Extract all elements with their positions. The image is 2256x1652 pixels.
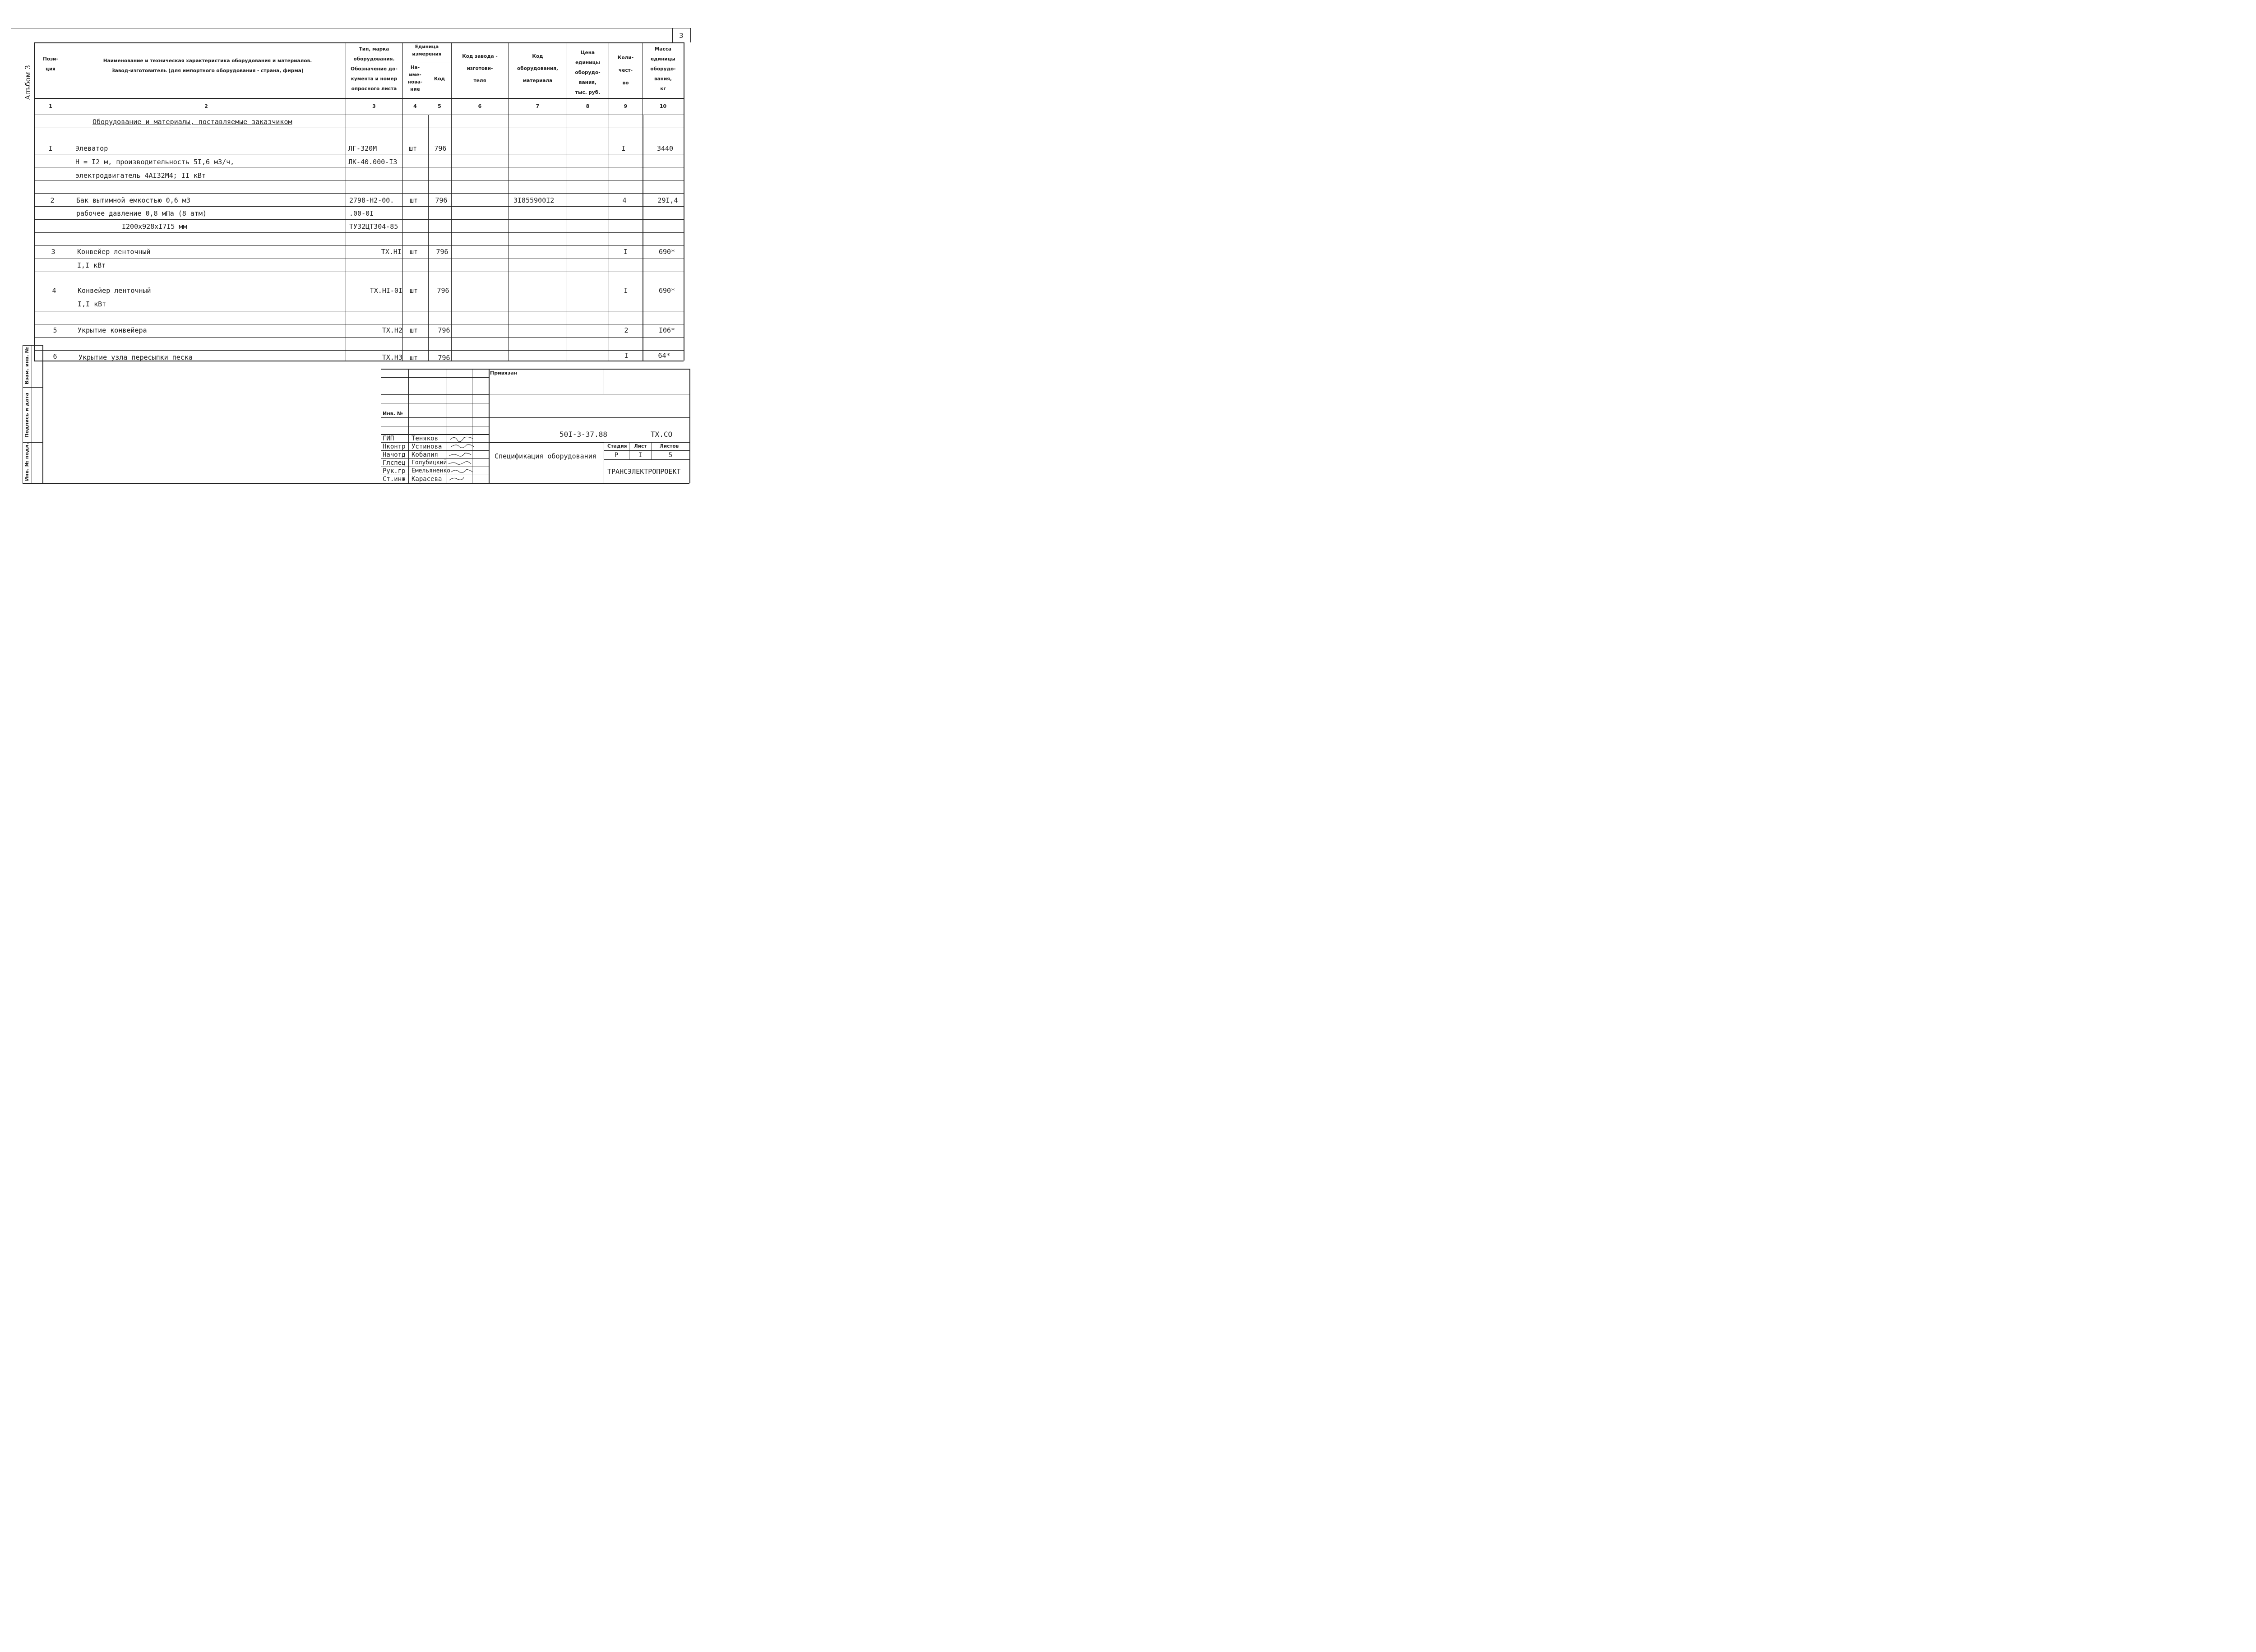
side-stamp-inventory: Инв. № подл. bbox=[24, 442, 30, 481]
col-number: 9 bbox=[624, 103, 628, 109]
row-mass: 690* bbox=[658, 287, 675, 295]
row-unit: шт bbox=[410, 287, 418, 295]
sheet-value: I bbox=[638, 452, 643, 459]
staff-role: Ст.инж bbox=[383, 476, 406, 483]
row-name: электродвигатель 4АI32М4; II кВт bbox=[75, 171, 206, 180]
row-type: ТХ.НI-0I bbox=[370, 287, 402, 295]
row-type: ТХ.НI bbox=[381, 248, 402, 256]
row-pos: 4 bbox=[52, 287, 56, 295]
staff-name: Емельяненко bbox=[411, 467, 451, 474]
row-type: ЛК-40.000-I3 bbox=[348, 158, 398, 166]
row-qty: I bbox=[623, 248, 628, 256]
row-type: ТХ.Н2 bbox=[382, 326, 402, 334]
col-number: 6 bbox=[478, 103, 482, 109]
staff-role: Рук.гр bbox=[383, 467, 406, 475]
stage-value: Р bbox=[614, 452, 619, 459]
row-code: 796 bbox=[434, 144, 447, 153]
staff-name: Карасева bbox=[411, 476, 442, 483]
row-unit: шт bbox=[410, 326, 418, 334]
row-type: ТХ.Н3 bbox=[382, 353, 402, 361]
row-mass: I06* bbox=[658, 326, 675, 334]
row-name: Н = I2 м, производительность 5I,6 м3/ч, bbox=[75, 158, 235, 166]
sheets-value: 5 bbox=[668, 452, 673, 459]
staff-role: Глспец bbox=[383, 459, 406, 467]
header-price: Цена единицы оборудо- вания, тыс. руб. bbox=[575, 50, 601, 95]
row-unit: шт bbox=[410, 248, 418, 256]
document-title: Спецификация оборудования bbox=[495, 452, 596, 460]
section-title: Оборудование и материалы, поставляемые заказчиком bbox=[92, 118, 292, 126]
row-mass: 690* bbox=[658, 248, 675, 256]
staff-name: Голубицкий bbox=[411, 459, 447, 466]
inventory-label: Инв. № bbox=[383, 411, 403, 416]
sheet-number: 3 bbox=[679, 32, 684, 40]
row-qty: 4 bbox=[622, 196, 627, 204]
side-stamp-signature: Подпись и дата bbox=[24, 393, 30, 438]
row-type: 2798-Н2-00. bbox=[349, 196, 394, 204]
row-name: Укрытие узла пересыпки песка bbox=[79, 353, 193, 361]
staff-name: Устинова bbox=[411, 443, 442, 450]
row-pos: 6 bbox=[53, 352, 57, 361]
row-name: Конвейер ленточный bbox=[77, 248, 151, 256]
header-equipment-code: Код оборудования, материала bbox=[517, 54, 558, 83]
stage-label: Стадия bbox=[607, 444, 627, 449]
row-equipment-code: 3I855900I2 bbox=[513, 196, 555, 204]
header-pos: Пози- ция bbox=[43, 56, 58, 72]
col-number: 5 bbox=[438, 103, 441, 109]
row-pos: 5 bbox=[53, 326, 57, 334]
header-mass: Масса единицы оборудо- вания, кг bbox=[650, 46, 676, 92]
row-mass: 29I,4 bbox=[657, 196, 678, 204]
row-name: Укрытие конвейера bbox=[78, 326, 147, 334]
staff-role: Нконтр bbox=[383, 443, 406, 450]
col-number: 8 bbox=[586, 103, 590, 109]
row-pos: I bbox=[48, 144, 53, 153]
staff-name: Теняков bbox=[411, 435, 439, 442]
row-qty: I bbox=[624, 287, 628, 295]
header-unit-group: Единица измерения bbox=[412, 44, 442, 57]
staff-role: ГИП bbox=[383, 435, 394, 442]
row-unit: шт bbox=[410, 354, 418, 362]
header-qty: Коли- чест- во bbox=[617, 55, 634, 86]
row-qty: I bbox=[624, 352, 629, 360]
document-code: 50I-3-37.88 bbox=[559, 430, 607, 439]
row-name: рабочее давление 0,8 мПа (8 атм) bbox=[76, 209, 207, 217]
organization-name: ТРАНСЭЛЕКТРОПРОЕКТ bbox=[607, 467, 681, 476]
privyazan-label: Привязан bbox=[490, 370, 518, 376]
row-unit: шт bbox=[410, 196, 418, 204]
row-code: 796 bbox=[438, 326, 450, 334]
row-type: ЛГ-320М bbox=[348, 144, 377, 153]
header-name: Наименование и техническая характеристика оборудования и материалов. Завод-изготовитель (для импортного оборудования - страна, фирма) bbox=[103, 58, 312, 74]
col-number: 7 bbox=[536, 103, 540, 109]
row-code: 796 bbox=[438, 354, 450, 362]
row-mass: 3440 bbox=[656, 144, 674, 153]
header-type: Тип, марка оборудования. Обозначение до- кумента и номер опросного листа bbox=[351, 46, 398, 92]
row-name: Элеватор bbox=[75, 144, 108, 153]
sheet-label: Лист bbox=[634, 444, 647, 449]
row-pos: 2 bbox=[50, 196, 55, 204]
row-name: I,I кВт bbox=[77, 261, 106, 269]
row-code: 796 bbox=[436, 248, 448, 256]
row-name: Бак вытимной емкостью 0,6 м3 bbox=[76, 196, 190, 204]
album-label: Альбом 3 bbox=[23, 65, 32, 100]
col-number: 1 bbox=[49, 103, 52, 109]
row-qty: I bbox=[621, 144, 626, 153]
col-number: 4 bbox=[413, 103, 417, 109]
row-type: ТУ32ЦТ304-85 bbox=[349, 222, 398, 231]
header-factory-code: Код завода - изготови- теля bbox=[462, 54, 498, 83]
row-name: Конвейер ленточный bbox=[78, 287, 151, 295]
row-code: 796 bbox=[435, 196, 448, 204]
row-code: 796 bbox=[437, 287, 449, 295]
row-unit: шт bbox=[409, 144, 417, 153]
row-name: I200х928хI7I5 мм bbox=[122, 222, 187, 231]
col-number: 3 bbox=[372, 103, 376, 109]
row-mass: 64* bbox=[658, 352, 670, 360]
col-number: 2 bbox=[204, 103, 208, 109]
staff-name: Кобалия bbox=[411, 451, 439, 458]
staff-role: Начотд bbox=[383, 451, 406, 458]
row-qty: 2 bbox=[624, 326, 629, 334]
row-pos: 3 bbox=[51, 248, 55, 256]
row-name: I,I кВт bbox=[78, 300, 106, 308]
signatures bbox=[447, 433, 490, 484]
row-type: .00-0I bbox=[349, 209, 374, 217]
header-unit-name: На- име- нова- ние bbox=[407, 65, 423, 92]
sheets-label: Листов bbox=[660, 444, 679, 449]
header-unit-code: Код bbox=[434, 76, 445, 82]
side-stamp-replace: Взам. инв. № bbox=[24, 347, 30, 384]
document-mark: ТХ.СО bbox=[651, 430, 673, 439]
col-number: 10 bbox=[659, 103, 667, 109]
